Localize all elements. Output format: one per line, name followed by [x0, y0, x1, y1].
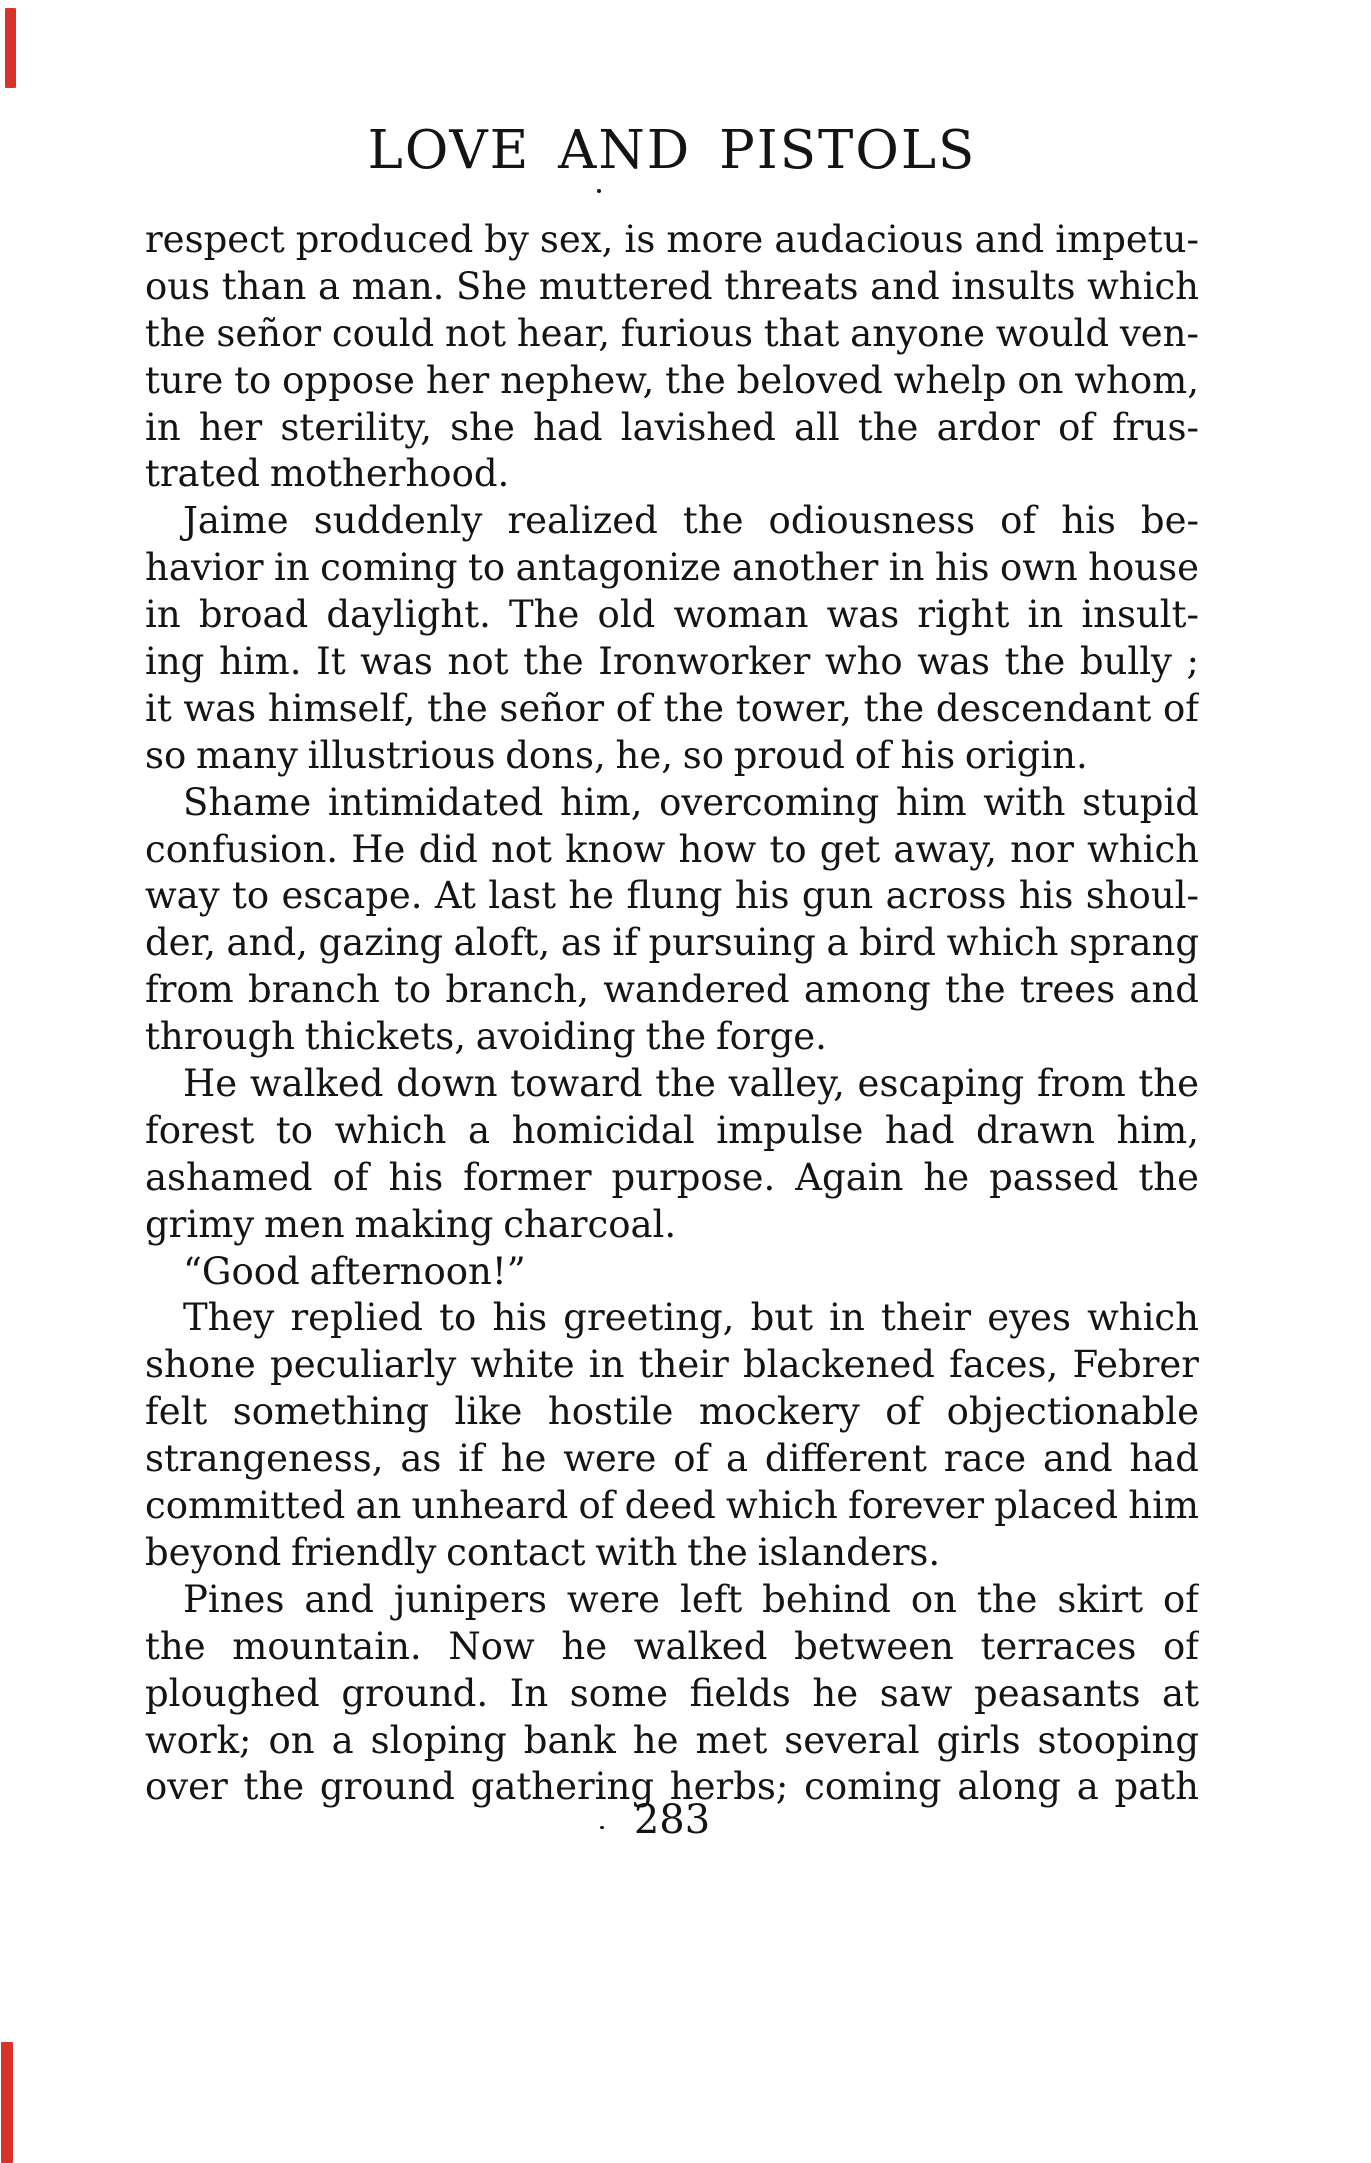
text-line: Shame intimidated him, overcoming him with stupid	[183, 780, 1199, 824]
text-line: They replied to his greeting, but in their eyes which	[183, 1296, 1199, 1340]
text-line: it was himself, the señor of the tower, the descendant of	[145, 686, 1199, 730]
red-scan-mark-top-left	[5, 8, 16, 88]
ink-speck-near-page-number	[600, 1826, 604, 1829]
text-line: “Good afternoon!”	[183, 1249, 526, 1293]
red-scan-mark-bottom-left	[1, 2042, 13, 2163]
text-line: grimy men making charcoal.	[145, 1202, 677, 1246]
paragraph	[145, 780, 1199, 1061]
ink-speck-below-title	[597, 189, 601, 193]
body-text	[145, 217, 1199, 1811]
text-line: in her sterility, she had lavished all the ardor of frus-	[145, 405, 1199, 449]
paragraph	[145, 1061, 1199, 1249]
text-line: strangeness, as if he were of a different race and had	[145, 1437, 1199, 1481]
text-line: in broad daylight. The old woman was right in insult-	[145, 593, 1199, 637]
paragraph	[145, 498, 1199, 779]
text-line: ashamed of his former purpose. Again he passed the	[145, 1155, 1199, 1199]
text-line: der, and, gazing aloft, as if pursuing a bird which sprang	[145, 921, 1199, 965]
text-line: the señor could not hear, furious that anyone would ven-	[145, 311, 1199, 355]
text-line: through thickets, avoiding the forge.	[145, 1015, 827, 1059]
text-line: forest to which a homicidal impulse had drawn him,	[145, 1108, 1199, 1152]
paragraph	[145, 1249, 1199, 1296]
text-line: He walked down toward the valley, escaping from the	[183, 1062, 1199, 1106]
text-line: Pines and junipers were left behind on the skirt of	[183, 1577, 1199, 1621]
text-line: from branch to branch, wandered among the trees and	[145, 968, 1199, 1012]
text-line: over the ground gathering herbs; coming along a path	[145, 1765, 1199, 1809]
text-line: so many illustrious dons, he, so proud of his origin.	[145, 733, 1088, 777]
text-line: committed an unheard of deed which forever placed him	[145, 1484, 1199, 1528]
text-line: ing him. It was not the Ironworker who was the bully ;	[145, 640, 1199, 684]
text-line: beyond friendly contact with the islanders.	[145, 1530, 941, 1574]
text-line: shone peculiarly white in their blackened faces, Febrer	[145, 1343, 1199, 1387]
text-line: work; on a sloping bank he met several girls stooping	[145, 1718, 1199, 1762]
text-line: felt something like hostile mockery of objectionable	[145, 1390, 1199, 1434]
paragraph	[145, 1577, 1199, 1811]
text-line: havior in coming to antagonize another in his own house	[145, 546, 1199, 590]
text-line: trated motherhood.	[145, 452, 510, 496]
text-line: Jaime suddenly realized the odiousness of his be-	[183, 499, 1199, 543]
chapter-title: LOVE AND PISTOLS	[367, 120, 977, 181]
paragraph	[145, 1295, 1199, 1576]
text-line: ous than a man. She muttered threats and insults which	[145, 264, 1199, 308]
text-line: confusion. He did not know how to get away, nor which	[145, 827, 1199, 871]
text-line: ploughed ground. In some fields he saw peasants at	[145, 1671, 1199, 1715]
page-number: 283	[633, 1797, 711, 1843]
text-line: the mountain. Now he walked between terraces of	[145, 1624, 1199, 1668]
text-line: respect produced by sex, is more audacious and impetu-	[145, 218, 1199, 261]
text-line: way to escape. At last he flung his gun across his shoul-	[145, 874, 1199, 918]
text-line: ture to oppose her nephew, the beloved whelp on whom,	[145, 358, 1199, 402]
paragraph	[145, 217, 1199, 498]
